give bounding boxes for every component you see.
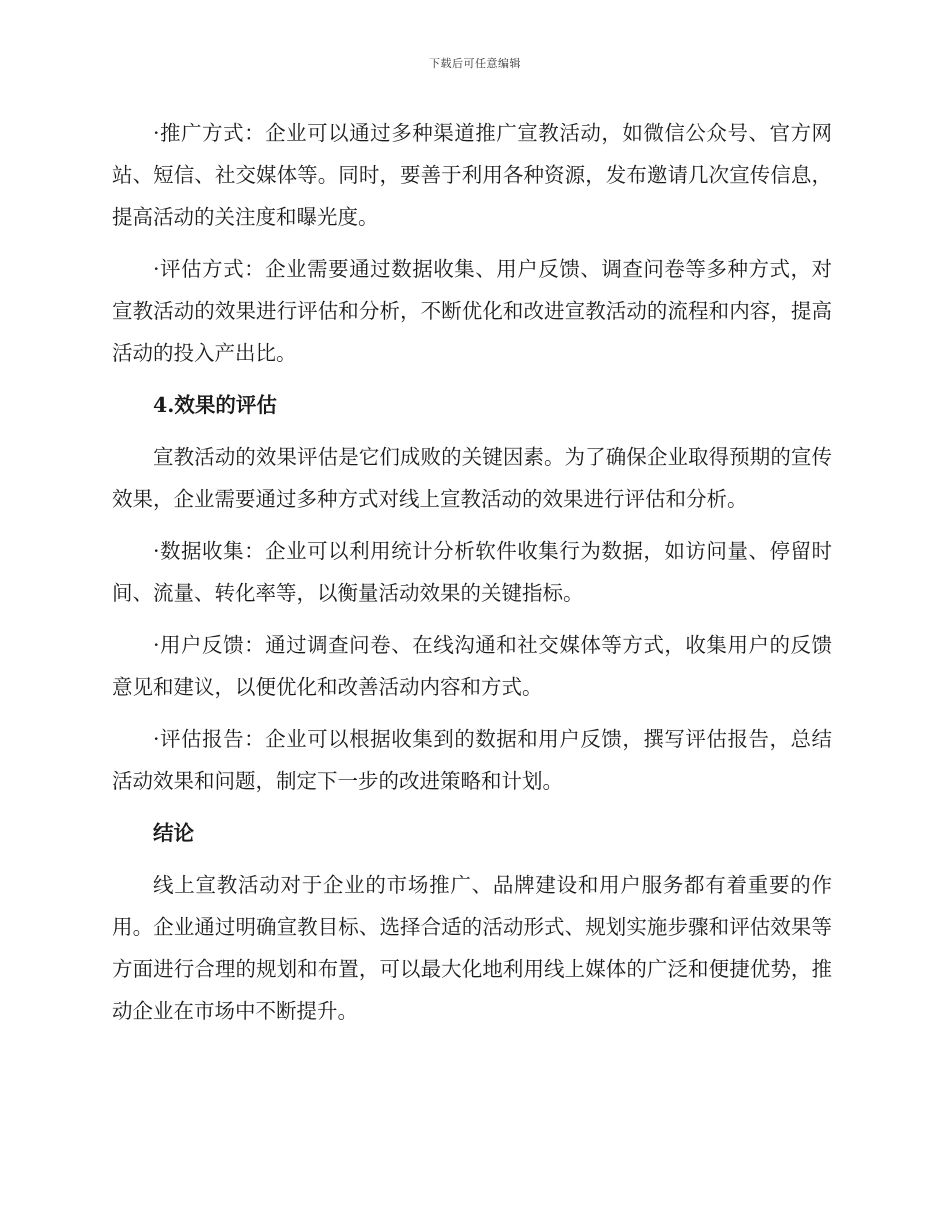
document-body: [112, 112, 832, 1042]
paragraph-evaluation-intro: 宣教活动的效果评估是它们成败的关键因素。为了确保企业取得预期的宣传效果，企业需要通过多种方式对线上宣教活动的效果进行评估和分析。: [112, 445, 832, 511]
paragraph-conclusion: 线上宣教活动对于企业的市场推广、品牌建设和用户服务都有着重要的作用。企业通过明确宣教目标、选择合适的活动形式、规划实施步骤和评估效果等方面进行合理的规划和布置，可以最大化地利用线上媒体的广泛和便捷优势，推动企业在市场中不断提升。: [112, 873, 832, 1023]
paragraph-evaluation-method: ·评估方式：企业需要通过数据收集、用户反馈、调查问卷等多种方式，对宣教活动的效果进行评估和分析，不断优化和改进宣教活动的流程和内容，提高活动的投入产出比。: [112, 257, 832, 365]
paragraph-promotion-method: ·推广方式：企业可以通过多种渠道推广宣教活动，如微信公众号、官方网站、短信、社交媒体等。同时，要善于利用各种资源，发布邀请几次宣传信息，提高活动的关注度和曝光度。: [112, 121, 832, 229]
section-heading-effect-evaluation: 4.效果的评估: [153, 393, 277, 417]
paragraph-data-collection: ·数据收集：企业可以利用统计分析软件收集行为数据，如访问量、停留时间、流量、转化率等，以衡量活动效果的关键指标。: [112, 539, 832, 605]
header-note: 下载后可任意编辑: [429, 57, 521, 70]
section-heading-conclusion: 结论: [153, 821, 194, 845]
paragraph-evaluation-report: ·评估报告：企业可以根据收集到的数据和用户反馈，撰写评估报告，总结活动效果和问题，制定下一步的改进策略和计划。: [112, 727, 832, 793]
paragraph-user-feedback: ·用户反馈：通过调查问卷、在线沟通和社交媒体等方式，收集用户的反馈意见和建议，以便优化和改善活动内容和方式。: [112, 633, 832, 699]
